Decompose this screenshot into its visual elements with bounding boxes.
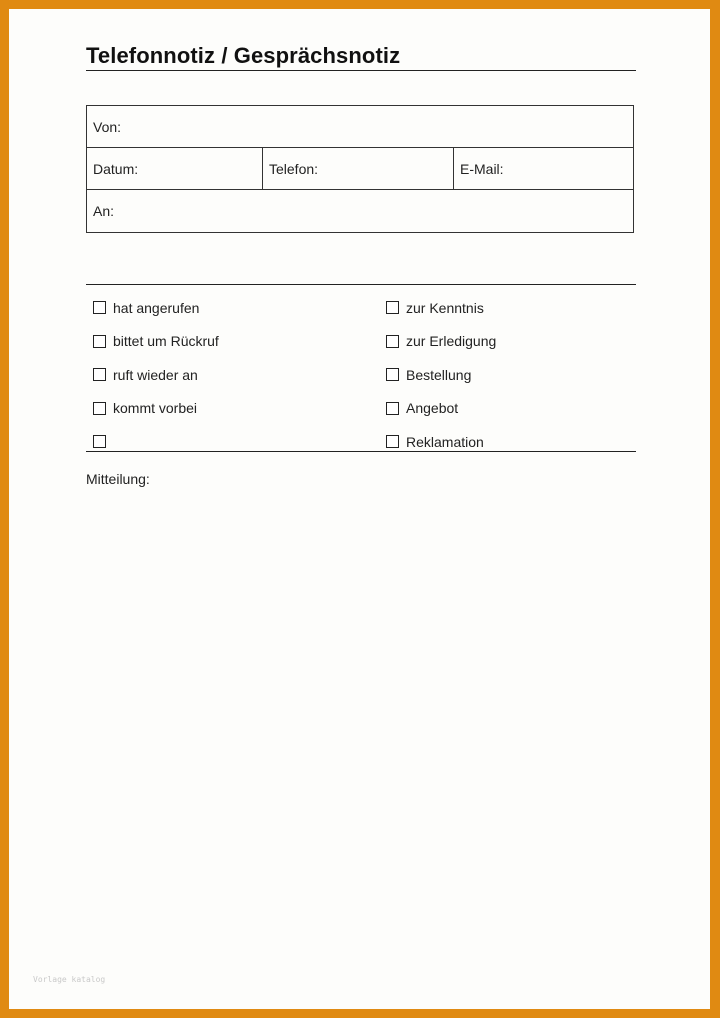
watermark-text: Vorlage katalog bbox=[33, 975, 106, 984]
checkbox-item-ruft-wieder-an[interactable] bbox=[93, 358, 219, 392]
checkbox-label: Angebot bbox=[406, 400, 459, 417]
field-von[interactable] bbox=[87, 106, 633, 147]
label-email: E-Mail: bbox=[460, 160, 504, 177]
label-von: Von: bbox=[93, 118, 122, 135]
contact-info-table bbox=[86, 105, 634, 233]
checkbox-icon[interactable] bbox=[386, 368, 399, 381]
checkbox-icon[interactable] bbox=[93, 335, 106, 348]
checkbox-icon[interactable] bbox=[386, 335, 399, 348]
field-datum[interactable] bbox=[87, 148, 262, 189]
checkbox-icon[interactable] bbox=[386, 435, 399, 448]
row-datum-telefon-email bbox=[87, 148, 633, 190]
checkbox-item-bittet-um-rueckruf[interactable] bbox=[93, 325, 219, 359]
checkbox-column-right bbox=[386, 291, 496, 459]
field-telefon[interactable] bbox=[262, 148, 453, 189]
checkbox-item-zur-kenntnis[interactable] bbox=[386, 291, 496, 325]
checkbox-icon[interactable] bbox=[386, 402, 399, 415]
title-underline bbox=[86, 70, 636, 71]
checkbox-label: hat angerufen bbox=[113, 299, 200, 316]
checkbox-section bbox=[86, 284, 636, 452]
checkbox-label: Bestellung bbox=[406, 366, 472, 383]
checkbox-item-blank[interactable] bbox=[93, 425, 219, 459]
checkbox-label: bittet um Rückruf bbox=[113, 333, 219, 350]
checkbox-icon[interactable] bbox=[93, 402, 106, 415]
label-telefon: Telefon: bbox=[269, 160, 319, 177]
checkbox-item-reklamation[interactable] bbox=[386, 425, 496, 459]
checkbox-item-angebot[interactable] bbox=[386, 392, 496, 426]
checkbox-column-left bbox=[93, 291, 219, 459]
field-email[interactable] bbox=[453, 148, 633, 189]
checkbox-label: Reklamation bbox=[406, 433, 484, 450]
checkbox-label: ruft wieder an bbox=[113, 366, 198, 383]
field-an[interactable] bbox=[87, 190, 633, 232]
checkbox-item-bestellung[interactable] bbox=[386, 358, 496, 392]
message-label: Mitteilung: bbox=[86, 471, 150, 487]
form-title: Telefonnotiz / Gesprächsnotiz bbox=[86, 43, 401, 68]
checkbox-item-hat-angerufen[interactable] bbox=[93, 291, 219, 325]
checkbox-icon[interactable] bbox=[93, 368, 106, 381]
form-page bbox=[9, 9, 710, 1009]
row-an bbox=[87, 190, 633, 232]
checkbox-item-zur-erledigung[interactable] bbox=[386, 325, 496, 359]
checkbox-item-kommt-vorbei[interactable] bbox=[93, 392, 219, 426]
checkbox-icon[interactable] bbox=[386, 301, 399, 314]
checkbox-label: kommt vorbei bbox=[113, 400, 198, 417]
label-an: An: bbox=[93, 203, 115, 219]
checkbox-label: zur Erledigung bbox=[406, 333, 497, 350]
checkbox-label: zur Kenntnis bbox=[406, 299, 484, 316]
label-datum: Datum: bbox=[93, 160, 139, 177]
checkbox-icon[interactable] bbox=[93, 301, 106, 314]
checkbox-icon[interactable] bbox=[93, 435, 106, 448]
row-von bbox=[87, 106, 633, 148]
